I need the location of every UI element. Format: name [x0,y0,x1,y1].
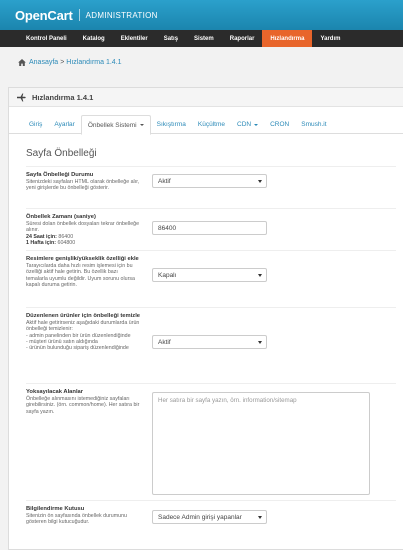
breadcrumb-separator: > [60,59,65,66]
select-arrow-icon [258,180,262,183]
field-help-intro: Aktif hale getirirseniz aşağıdaki durumlarda ürün önbelleği temizlenir: [26,320,140,333]
divider [26,383,396,384]
info-box-select[interactable] [152,510,267,524]
field-help [26,320,141,351]
field-help: Sitenizdeki sayfaları HTML olarak önbelleğe alır, yeni girişlerde bu önbelleği gösterir. [26,179,140,192]
field-help: Tarayıcılarda daha hızlı resim işlemesi için bu özelliği aktif hale getirin. Bu özellik bazı temalarla uyumlu değildir. Uyum sorunu olursa kapalı duruma getirin. [26,263,135,288]
help-24h-label: 24 Saat için: [26,233,57,240]
divider [26,208,396,209]
settings-panel [8,87,403,550]
responsive-select[interactable] [152,268,267,282]
field-label: Sayfa Önbelleği Durumu [26,172,94,178]
top-header [0,0,403,30]
field-label: Resimlere genişlik/yükseklik özelliği ekle [26,256,139,262]
panel-heading [9,88,403,107]
menu-item-dashboard[interactable]: Kontrol Paneli [26,35,67,42]
divider [26,307,396,308]
help-item: - müşteri ürünü satın aldığında [26,338,98,345]
divider [26,166,396,167]
select-value: Sadece Admin girişi yapanlar [158,513,242,521]
divider [26,500,396,501]
field-help: Önbelleğe alınmasını istemediğiniz sayfaları girebilirsiniz. (örn. common/home). Her satıra bir sayfa yazın. [26,396,140,415]
field-help [26,221,141,246]
tab-bar [9,115,403,134]
content-area [0,47,403,550]
plane-icon [17,93,26,102]
menu-item-sales[interactable]: Satış [163,35,179,42]
field-clear-on-edit [26,313,396,351]
field-cache-time [26,214,396,246]
clear-on-edit-select[interactable] [152,335,267,349]
cache-status-select[interactable] [152,174,267,188]
help-item: - ürünün bulunduğu sipariş düzenlendiğinde [26,345,129,352]
cache-time-input[interactable]: 86400 [152,221,267,235]
menu-item-catalog[interactable]: Katalog [82,35,105,42]
field-responsive [26,256,396,288]
help-1w-value: 604800 [57,239,76,246]
tab-cdn[interactable] [231,115,264,134]
select-value: Kapalı [158,271,177,279]
menu-item-help[interactable]: Yardım [320,35,341,42]
ignore-routes-textarea[interactable]: Her satıra bir sayfa yazın, örn. information/sitemap [152,392,370,495]
field-info-box [26,506,396,526]
section-title: Sayfa Önbelleği [26,148,97,159]
tab-settings[interactable]: Ayarlar [54,121,75,128]
select-arrow-icon [258,274,262,277]
brand-separator [79,9,80,21]
tab-compression[interactable]: Sıkıştırma [156,121,186,128]
tab-cache-system[interactable] [81,115,151,135]
home-icon [18,59,26,66]
select-value: Aktif [158,177,171,185]
menu-item-extensions[interactable]: Eklentiler [120,35,148,42]
tab-intro[interactable]: Giriş [29,121,43,128]
main-menu [0,30,403,47]
panel-title: Hızlandırma 1.4.1 [32,92,94,102]
menu-item-system[interactable]: Sistem [194,35,214,42]
divider [26,250,396,251]
field-label: Yoksayılacak Alanlar [26,389,84,395]
caret-down-icon [254,124,258,126]
header-subtitle: ADMINISTRATION [85,10,158,20]
tab-minify[interactable]: Küçültme [197,121,225,128]
menu-item-reports[interactable]: Raporlar [229,35,255,42]
breadcrumb-home[interactable]: Anasayfa [29,59,59,66]
tab-cron[interactable]: CRON [270,121,290,128]
breadcrumb-current[interactable]: Hızlandırma 1.4.1 [66,59,122,66]
field-ignore-routes [26,389,396,415]
field-label: Önbellek Zamanı (saniye) [26,214,96,220]
tab-cdn-label: CDN [237,121,252,128]
help-item: - admin panelinden bir ürün düzenlendiğinde [26,332,131,339]
help-1w-label: 1 Haftа için: [26,239,57,246]
select-arrow-icon [258,516,262,519]
brand-logo[interactable]: OpenCart [15,7,73,23]
tab-cache-system-label: Önbellek Sistemi [87,121,137,129]
select-value: Aktif [158,338,171,346]
select-arrow-icon [258,341,262,344]
tab-smushit[interactable]: Smush.it [301,121,327,128]
help-24h-value: 86400 [58,233,74,240]
field-help-text: Süresi dolan önbellek dosyaları tekrar önbelleğe alınır. [26,221,140,234]
caret-down-icon [140,124,144,126]
field-label: Düzenlenen ürünler için önbelleği temizle [26,313,141,319]
field-cache-status [26,172,396,192]
menu-item-speedup[interactable]: Hızlandırma [262,30,312,47]
field-help: Sitenizin ön sayfasında önbellek durumunu gösteren bilgi kutucuğudur. [26,513,128,526]
breadcrumb [18,59,122,66]
field-label: Bilgilendirme Kutusu [26,506,85,512]
